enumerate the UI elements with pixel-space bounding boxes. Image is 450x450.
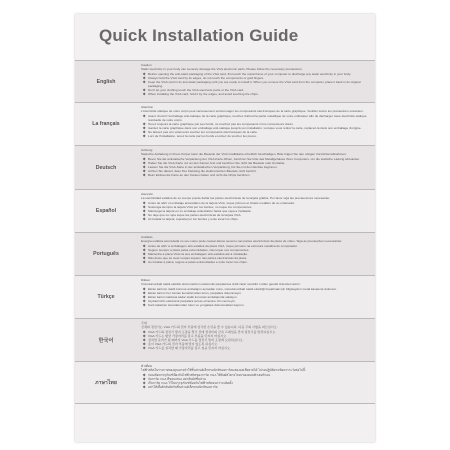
language-label: Português [93,251,119,257]
section-heading: Dikkat [141,278,150,282]
precaution-text: When installing the VGA card, hold it by the edges, and avoid touching the chips. [148,92,259,97]
language-label: Deutsch [95,164,117,171]
section-heading: Atención [141,192,154,196]
precaution-text: No deje que su ropa toque las partes electrónicas de la tarjeta VGA. [148,212,242,217]
section-heading: Cuidado [141,235,153,239]
precaution-text: VGA 카드의 정전기 방지 포장을 열기 전에 컴퓨터의 금속 프레임을 만져 정전기를 방전하십시오. [148,329,277,334]
guide-title: Quick Installation Guide [99,26,299,45]
language-section [75,318,375,361]
section-heading: คำเตือน [141,364,152,368]
precaution-text: Não deixe que as suas roupas toquem nas partes electrónicas da placa. [148,255,248,260]
diamond-bullet-icon [143,135,146,138]
language-label: La français [92,121,120,127]
precaution-text: ก่อนเปิดบรรจุภัณฑ์ป้องกันไฟฟ้าสถิตของการ์ด VGA ให้สัมผัสโครงโลหะของคอมพิวเตอร์ก่อน [148,372,271,377]
language-sections [75,60,375,404]
precaution-text: Don't let your clothing touch the VGA electronic parts or the VGA card. [148,88,245,93]
precaution-text: Mantenga la tarjeta en su embalaje antiestático hasta que vaya a instalarla. [148,208,252,213]
diamond-bullet-icon [143,385,146,388]
diamond-bullet-icon [143,347,146,350]
precaution-text: Ekran kartını takılana kadar statik korumalı ambalajında saklayın. [148,294,238,299]
precaution-text: VGA 카드는 항상 가장자리를 잡고 부품을 만지지 마십시오. [148,333,227,338]
language-section [75,232,375,275]
section-content [141,192,369,221]
section-content [141,321,369,350]
language-label: Español [95,208,117,214]
section-content [141,148,369,177]
section-content [141,105,369,138]
precaution-text: Always hold the VGA card by its edges, do not touch the components or gold fingers. [148,75,265,80]
precaution-text: อย่าให้เสื้อผ้าสัมผัสกับชิ้นส่วนอิเล็กทรอนิกส์ของการ์ด [148,384,218,389]
language-label: Türkçe [97,294,115,300]
diamond-bullet-icon [143,218,146,221]
section-heading: Caution [141,63,152,67]
language-section [75,189,375,232]
precaution-text: Beim Einbau die Karte an den Kanten halten und nicht die Chips berühren. [148,173,251,178]
language-section [75,361,375,404]
language-section [75,60,375,102]
precaution-text: Mantenha a placa VGA na sua embalagem anti-estática até à instalação. [148,251,248,256]
section-intro: Vücudunuzdaki statik elektrik ekran kartının elektronik parçalarına ciddi zarar verebilir. Lütfen gerekli önlemleri alınız: [141,282,301,287]
precaution-text: Ekran kartının statik koruma ambalajını açmadan önce, vücudunuzdaki statik elektriği boşaltmak için bilgisayarın metal kasasına dokunun. [148,286,337,291]
precaution-text: Tenez toujours la carte graphique par ses bords, ne touchez pas les composants ni les connecteurs dorés. [148,121,294,126]
precaution-text: Segure sempre a placa pelas extremidades, não toque nos componentes. [148,247,250,252]
precaution-text: 옷이 VGA 카드의 전자 부품에 닿지 않도록 하십시오. [148,341,219,346]
diamond-bullet-icon [143,261,146,264]
section-intro: L'électricité statique de votre corps peut sérieusement endommager les composants électroniques de la carte graphique. Veuillez suivre les précautions suivantes : [141,109,365,114]
diamond-bullet-icon [143,174,146,177]
diamond-bullet-icon [143,304,146,307]
diamond-bullet-icon [143,93,146,96]
diamond-bullet-icon [143,114,146,117]
precaution-text: เก็บการ์ด VGA ไว้ในบรรจุภัณฑ์ป้องกันไฟฟ้าสถิตจนกว่าจะติดตั้ง [148,380,233,385]
section-intro: Statische Aufladung in Ihrem Körper kann die Bauteile der VGA Grafikkarte erheblich beschädigen. Bitte folgen Sie den nötigen Vorsichtsmaßnahmen: [141,152,347,157]
language-label: English [96,78,116,85]
diamond-bullet-icon [143,80,146,83]
precaution-text: Avant d'ouvrir l'emballage anti-statique de la carte graphique, touchez d'abord la partie métallique de votre ordinateur afin de décharger toute électricité statique résiduelle de votre corps. [148,113,367,122]
precaution-text: Kartı takarken kenarlarından tutun ve yongalara dokunmaktan kaçının. [148,303,245,308]
precaution-text: Ekran kartını her zaman kenarlarından tutun, parçalara dokunmayın. [148,290,242,295]
language-label: ภาษาไทย [95,379,117,386]
precaution-item [141,260,369,264]
precaution-text: Lors de l'installation, tenez la carte par les bords et évitez de toucher les puces. [148,134,257,139]
section-content [141,278,369,307]
section-content [141,364,369,389]
section-content [141,63,369,96]
precaution-item [141,346,369,350]
guide-sheet [75,14,375,442]
section-intro: Static electricity in your body can severely damage the VGA electronic parts. Please follow the necessary precautions: [141,67,303,72]
precaution-item [141,134,369,138]
language-section [75,145,375,189]
precaution-text: VGA 카드를 설치할 때 가장자리를 잡고 칩을 만지지 마십시오. [148,346,231,351]
section-heading: Attention [141,105,154,109]
language-label: 한국어 [98,337,114,344]
precaution-text: Bevor Sie die antistatische Verpackung der VGA-Karte öffnen, berühren Sie bitte das Metallgehäuse Ihres Computers, um die statische Ladung abzuleiten. [148,156,360,161]
precaution-text: Sostenga siempre la tarjeta VGA por los bordes, no toque los componentes. [148,204,253,209]
precaution-item [141,303,369,307]
precaution-text: Ne laissez pas vos vêtements toucher les composants électroniques de la carte. [148,130,258,135]
precaution-item [141,80,369,88]
section-intro: Energia estática acumulada no seu corpo pode causar danos severos nas partes electrónicas da placa de vídeo. Siga as precauções necessárias: [141,239,342,244]
precaution-item [141,92,369,96]
precaution-text: Giysilerinizin elektronik parçalara temas etmesine izin vermeyin. [148,298,236,303]
section-intro: ไฟฟ้าสถิตในร่างกายของคุณอาจทำให้ชิ้นส่วนอิเล็กทรอนิกส์ของการ์ดแสดงผลเสียหายได้ โปรดปฏิบัติตามข้อควรระวังต่อไปนี้: [141,368,306,373]
precaution-text: Antes de abrir el embalaje antiestático de la tarjeta VGA, toque primero el chasis metálico de su ordenador. [148,200,296,205]
precaution-text: 설치할 준비가 될 때까지 VGA 카드를 정전기 방지 포장에 보관하십시오. [148,337,244,342]
precaution-text: Achten Sie darauf, dass Ihre Kleidung die elektronischen Bauteile nicht berührt. [148,168,257,173]
precaution-text: Lassen Sie die VGA-Karte in der antistatischen Verpackung, bis Sie mit dem Einbau beginnen. [148,164,278,169]
precaution-text: Ao instalar a placa, segure-a pelas extremidades e evite tocar nos chips. [148,260,248,265]
precaution-text: จับการ์ด VGA ที่ขอบเสมอ อย่าสัมผัสชิ้นส่วน [148,376,206,381]
precaution-text: Gardez la carte graphique dans son emballage anti-statique jusqu'à son installation. Lorsque vous retirez la carte, replacez-la dans son emballage d'origine. [148,125,362,130]
section-heading: Achtung [141,148,153,152]
section-intro: 신체의 정전기는 VGA 카드의 전자 부품에 심각한 손상을 줄 수 있습니다. 다음 주의 사항을 따르십시오: [141,325,278,330]
section-heading: 주의 [141,321,147,325]
language-section [75,102,375,145]
precaution-item [141,217,369,221]
precaution-item [141,385,369,389]
section-intro: La electricidad estática de su cuerpo puede dañar las partes electrónicas de la tarjeta gráfica. Por favor siga las precauciones necesarias: [141,196,330,201]
precaution-text: Antes de abrir a embalagem anti-estática da placa VGA, toque primeiro na estrutura metálica do computador. [148,243,298,248]
precaution-text: Before opening the anti-static packaging of the VGA card, first touch the metal frame of your computer to discharge any static electricity in your body. [148,71,352,76]
precaution-text: Keep the VGA card in its anti-static packaging until you are ready to install it. When you remove the VGA card from the computer, place it back in its original packaging. [148,79,361,88]
precaution-text: Al instalar la tarjeta, sujétela por los bordes y evite tocar los chips. [148,217,239,222]
precaution-text: Halten Sie die VGA-Karte nur an den Kanten fest und berühren Sie nicht die Bauteile oder Kontakte. [148,160,286,165]
language-section [75,275,375,318]
precaution-item [141,173,369,177]
section-content [141,235,369,264]
precaution-item [141,114,369,122]
